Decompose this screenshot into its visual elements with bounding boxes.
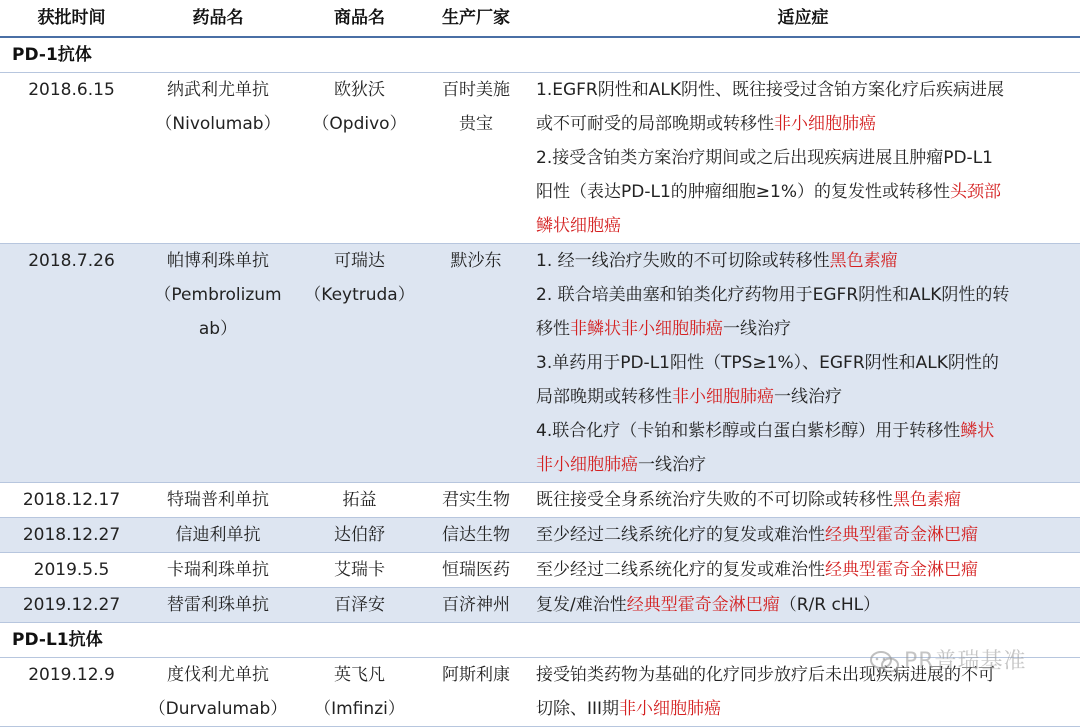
indication-line [536, 244, 1074, 278]
drug-name-cell-line: 帕博利珠单抗 [167, 251, 269, 271]
brand-name-cell [293, 553, 426, 588]
table-row [0, 588, 1080, 623]
brand-name-cell [293, 483, 426, 518]
brand-name-cell-line: 达伯舒 [334, 525, 385, 545]
drug-name-cell-line: （Pembrolizum [154, 285, 282, 305]
approval-date-cell-line: 2019.12.9 [28, 665, 115, 685]
indication-text: 一线治疗 [774, 387, 842, 407]
table-row [0, 658, 1080, 727]
manufacturer-cell-line: 阿斯利康 [442, 665, 510, 685]
approval-date-cell [0, 588, 143, 623]
indication-line [536, 278, 1074, 312]
cancer-type-highlight: 经典型霍奇金淋巴瘤 [825, 525, 978, 545]
indication-text: 至少经过二线系统化疗的复发或难治性 [536, 560, 825, 580]
indication-text: 移性 [536, 319, 570, 339]
indication-text: 复发/难治性 [536, 595, 627, 615]
brand-name-cell [293, 73, 426, 244]
brand-name-cell-line: 英飞凡 [334, 665, 385, 685]
header-manufacturer: 生产厂家 [426, 0, 526, 37]
indication-cell [526, 658, 1080, 727]
approval-date-cell [0, 553, 143, 588]
approval-date-cell-line: 2018.12.27 [22, 525, 121, 545]
indication-text: 一线治疗 [723, 319, 791, 339]
manufacturer-cell [426, 244, 526, 483]
indication-text: 1.EGFR阴性和ALK阴性、既往接受过含铂方案化疗后疾病进展 [536, 80, 1004, 100]
approval-date-cell [0, 483, 143, 518]
brand-name-cell-line: 艾瑞卡 [334, 560, 385, 580]
manufacturer-cell [426, 553, 526, 588]
manufacturer-cell [426, 658, 526, 727]
cancer-type-highlight: 非小细胞肺癌 [536, 455, 638, 475]
manufacturer-cell-line: 百时美施 [442, 80, 510, 100]
indication-line [536, 553, 1074, 587]
manufacturer-cell-line: 信达生物 [442, 525, 510, 545]
drug-name-cell [143, 518, 293, 553]
brand-name-cell [293, 588, 426, 623]
indication-line [536, 518, 1074, 552]
indication-text: 既往接受全身系统治疗失败的不可切除或转移性 [536, 490, 893, 510]
indication-line [536, 175, 1074, 209]
drug-name-cell-line: ab） [198, 319, 238, 339]
indication-cell [526, 518, 1080, 553]
indication-text: 一线治疗 [638, 455, 706, 475]
indication-line [536, 346, 1074, 380]
drug-name-cell-line: （Nivolumab） [155, 114, 281, 134]
drug-name-cell-line: （Durvalumab） [148, 699, 288, 719]
manufacturer-cell [426, 73, 526, 244]
cancer-type-highlight: 经典型霍奇金淋巴瘤 [626, 595, 780, 615]
indication-text: 阳性（表达PD-L1的肿瘤细胞≥1%）的复发性或转移性 [536, 182, 950, 202]
cancer-type-highlight: 非小细胞肺癌 [619, 699, 722, 719]
approval-date-cell [0, 244, 143, 483]
watermark-text: PR普瑞基准 [904, 649, 1027, 674]
approval-date-cell [0, 73, 143, 244]
header-indications: 适应症 [526, 0, 1080, 37]
indication-line [536, 588, 1074, 622]
indication-line [536, 107, 1074, 141]
manufacturer-cell-line: 默沙东 [450, 251, 502, 271]
indication-cell [526, 483, 1080, 518]
approval-date-cell [0, 658, 143, 727]
manufacturer-cell-line: 百济神州 [442, 595, 510, 615]
cancer-type-highlight: 鳞状细胞癌 [536, 216, 621, 236]
cancer-type-highlight: 头颈部 [949, 182, 1001, 202]
drug-name-cell [143, 73, 293, 244]
indication-line [536, 380, 1074, 414]
manufacturer-cell [426, 518, 526, 553]
brand-name-cell-line: 可瑞达 [334, 251, 385, 271]
drug-name-cell-line: 替雷利珠单抗 [167, 595, 269, 615]
approval-date-cell-line: 2018.12.17 [22, 490, 121, 510]
cancer-type-highlight: 鳞状 [960, 421, 995, 441]
drug-name-cell-line: 度伐利尤单抗 [167, 665, 269, 685]
cancer-type-highlight: 黑色素瘤 [893, 490, 961, 510]
indication-text: 切除、III期 [536, 699, 620, 719]
manufacturer-cell [426, 483, 526, 518]
brand-name-cell-line: （Imfinzi） [314, 699, 405, 719]
brand-name-cell-line: 百泽安 [334, 595, 385, 615]
approval-date-cell-line: 2018.7.26 [28, 251, 115, 271]
indication-cell [526, 244, 1080, 483]
table-body [0, 37, 1080, 727]
cancer-type-highlight: 非小细胞肺癌 [774, 114, 876, 134]
indication-text: 3.单药用于PD-L1阳性（TPS≥1%）、EGFR阴性和ALK阴性的 [536, 353, 999, 373]
indication-text: 2.接受含铂类方案治疗期间或之后出现疾病进展且肿瘤PD-L1 [536, 148, 993, 168]
indication-text: 或不可耐受的局部晚期或转移性 [536, 114, 774, 134]
drug-name-cell-line: 特瑞普利单抗 [167, 490, 269, 510]
brand-name-cell-line: 拓益 [342, 490, 377, 510]
indication-text: 1. 经一线治疗失败的不可切除或转移性 [536, 251, 830, 271]
approval-date-cell-line: 2019.12.27 [22, 595, 121, 615]
indication-text: 局部晚期或转移性 [536, 387, 672, 407]
table-row [0, 244, 1080, 483]
indication-cell [526, 553, 1080, 588]
indication-line [536, 209, 1074, 243]
section-header-row [0, 623, 1080, 658]
indication-line [536, 312, 1074, 346]
brand-name-cell-line: （Keytruda） [304, 285, 415, 305]
brand-name-cell [293, 518, 426, 553]
indication-text: 接受铂类药物为基础的化疗同步放疗后未出现疾病进展的不可 [536, 665, 995, 685]
approval-date-cell [0, 518, 143, 553]
cancer-type-highlight: 黑色素瘤 [829, 251, 898, 271]
indication-line [536, 692, 1074, 726]
header-drug-name: 药品名 [143, 0, 293, 37]
drug-name-cell [143, 658, 293, 727]
drug-name-cell-line: 信迪利单抗 [175, 525, 261, 545]
manufacturer-cell-line: 贵宝 [459, 114, 493, 134]
indication-line [536, 448, 1074, 482]
drug-name-cell-line: 纳武利尤单抗 [167, 80, 269, 100]
table-row [0, 518, 1080, 553]
drug-name-cell [143, 553, 293, 588]
brand-name-cell [293, 244, 426, 483]
approval-date-cell-line: 2019.5.5 [33, 560, 110, 580]
indication-text: 4.联合化疗（卡铂和紫杉醇或白蛋白紫杉醇）用于转移性 [536, 421, 961, 441]
header-approval-date: 获批时间 [0, 0, 143, 37]
drug-name-cell [143, 588, 293, 623]
section-header-row [0, 37, 1080, 73]
cancer-type-highlight: 非小细胞肺癌 [672, 387, 774, 407]
indication-line [536, 483, 1074, 517]
indication-cell [526, 588, 1080, 623]
drug-name-cell [143, 244, 293, 483]
brand-name-cell-line: 欧狄沃 [334, 80, 385, 100]
drug-name-cell [143, 483, 293, 518]
header-brand-name: 商品名 [293, 0, 426, 37]
indication-line [536, 414, 1074, 448]
brand-name-cell [293, 658, 426, 727]
approval-date-cell-line: 2018.6.15 [28, 80, 115, 100]
table-row [0, 553, 1080, 588]
indication-text: 至少经过二线系统化疗的复发或难治性 [536, 525, 825, 545]
section-title: PD-1抗体 [0, 37, 1080, 73]
manufacturer-cell-line: 恒瑞医药 [442, 560, 510, 580]
table-header [0, 0, 1080, 37]
table-row [0, 483, 1080, 518]
indication-line [536, 141, 1074, 175]
manufacturer-cell [426, 588, 526, 623]
section-title: PD-L1抗体 [0, 623, 1080, 658]
indication-text: 2. 联合培美曲塞和铂类化疗药物用于EGFR阴性和ALK阴性的转 [536, 285, 1010, 305]
cancer-type-highlight: 非鳞状非小细胞肺癌 [570, 319, 723, 339]
indication-line [536, 73, 1074, 107]
cancer-type-highlight: 经典型霍奇金淋巴瘤 [825, 560, 978, 580]
table-row [0, 73, 1080, 244]
brand-name-cell-line: （Opdivo） [312, 114, 407, 134]
manufacturer-cell-line: 君实生物 [442, 490, 510, 510]
indication-line [536, 658, 1074, 692]
drug-name-cell-line: 卡瑞利珠单抗 [167, 560, 269, 580]
indication-text: （R/R cHL） [779, 595, 881, 615]
indication-cell [526, 73, 1080, 244]
